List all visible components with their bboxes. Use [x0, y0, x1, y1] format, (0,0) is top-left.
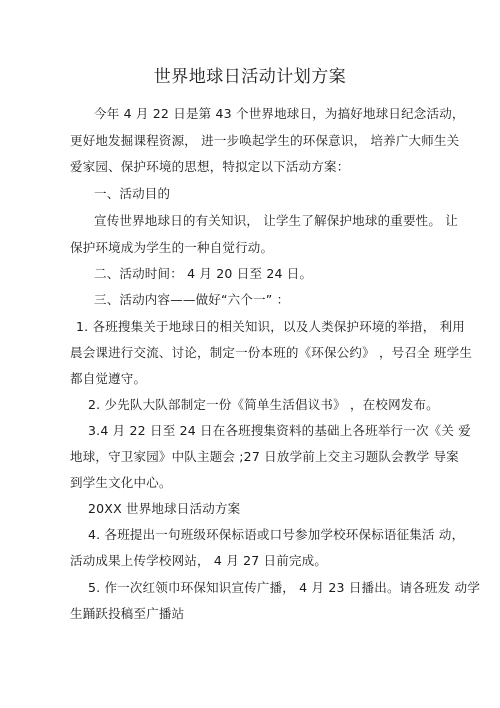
- list-item-line: 生踊跃投稿至广播站: [70, 606, 185, 621]
- list-item-line: 4. 各班提出一句班级环保标语或口号参加学校环保标语征集活 动，: [88, 527, 465, 542]
- list-item-line: 活动成果上传学校网站， 4 月 27 日前完成。: [70, 553, 328, 568]
- section-heading: 二、活动时间： 4 月 20 日至 24 日。: [94, 266, 313, 281]
- list-item-line: 5. 作一次红领巾环保知识宣传广播， 4 月 23 日播出。请各班发 动学: [88, 580, 481, 595]
- list-item-line: 晨会课进行交流、讨论，制定一份本班的《环保公约》 ，号召全 班学生: [70, 345, 473, 360]
- list-item-line: 都自觉遵守。: [70, 371, 147, 386]
- list-item-line: 到学生文化中心。: [70, 475, 172, 490]
- section-heading: 一、活动目的: [94, 186, 171, 201]
- paragraph-line: 爱家园、保护环境的思想，特拟定以下活动方案：: [70, 159, 350, 174]
- list-item-line: 2. 少先队大队部制定一份《简单生活倡议书》 ，在校网发布。: [88, 397, 439, 412]
- list-item-line: 地球，守卫家园》中队主题会 ;27 日放学前上交主习题队会教学 导案: [70, 449, 459, 464]
- inline-heading: 20XX 世界地球日活动方案: [88, 501, 241, 516]
- paragraph-line: 今年 4 月 22 日是第 43 个世界地球日，为搞好地球日纪念活动，: [94, 106, 465, 121]
- paragraph-line: 保护环境成为学生的一种自觉行动。: [70, 240, 274, 255]
- document-title: 世界地球日活动计划方案: [153, 67, 347, 87]
- list-item-line: 3.4 月 22 日至 24 日在各班搜集资料的基础上各班举行一次《关 爱: [88, 423, 471, 438]
- paragraph-line: 更好地发掘课程资源， 进一步唤起学生的环保意识， 培养广大师生关: [70, 133, 460, 148]
- list-item-line: 1. 各班搜集关于地球日的相关知识，以及人类保护环境的举措， 利用: [76, 319, 465, 334]
- section-heading: 三、活动内容——做好“六个一” ：: [94, 292, 290, 307]
- paragraph-line: 宣传世界地球日的有关知识， 让学生了解保护地球的重要性。 让: [94, 213, 458, 228]
